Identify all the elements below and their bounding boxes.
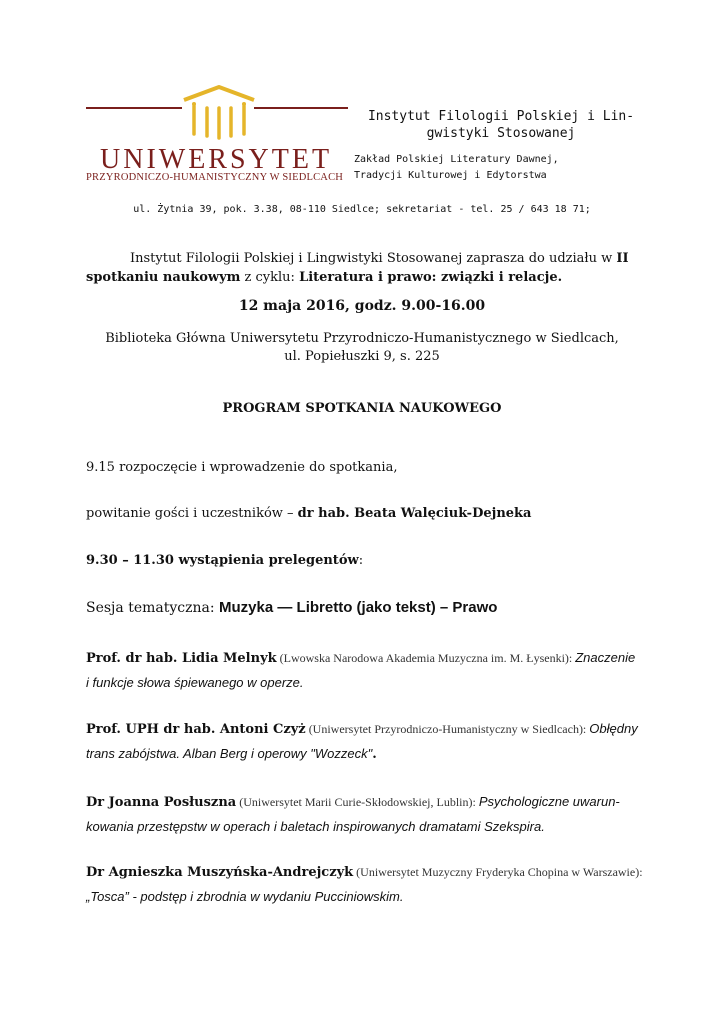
talk-title-cont: „Tosca” - podstęp i zbrodnia w wydaniu Pucciniowskim. xyxy=(86,889,404,904)
invitation-cycle-prefix: z cyklu: xyxy=(240,270,300,285)
department-line2: Tradycji Kulturowej i Edytorstwa xyxy=(354,170,547,181)
institute-title-line2: gwistyki Stosowanej xyxy=(426,126,576,141)
speaker-affiliation: (Uniwersytet Muzyczny Fryderyka Chopina w Warszawie): xyxy=(353,865,643,879)
talk-title-cont: trans zabójstwa. Alban Berg i operowy "Wozzeck" xyxy=(86,746,373,761)
speaker-name: Prof. dr hab. Lidia Melnyk xyxy=(86,651,277,666)
institute-title-line1: Instytut Filologii Polskiej i Lin- xyxy=(367,109,635,124)
invitation-text: Instytut Filologii Polskiej i Lingwistyki Stosowanej zaprasza do udziału w xyxy=(130,251,617,266)
address-line: ul. Żytnia 39, pok. 3.38, 08-110 Siedlce; sekretariat - tel. 25 / 643 18 71; xyxy=(133,204,591,215)
program-welcome xyxy=(86,502,531,526)
speaker-entry xyxy=(86,860,643,909)
speaker-name: Prof. UPH dr hab. Antoni Czyż xyxy=(86,722,306,737)
university-logo xyxy=(86,84,348,188)
portico-emblem-icon xyxy=(86,84,348,144)
venue-line2: ul. Popiełuszki 9, s. 225 xyxy=(284,349,440,364)
speaker-entry xyxy=(86,646,638,695)
talk-title: Znaczenie xyxy=(575,650,636,665)
program-opening: 9.15 rozpoczęcie i wprowadzenie do spotkania, xyxy=(86,460,398,475)
invitation-cycle-title: Literatura i prawo: związki i relacje. xyxy=(299,270,563,285)
talk-title-cont: kowania przestępstw w operach i baletach inspirowanych dramatami Szekspira. xyxy=(86,819,545,834)
session-label: Sesja tematyczna: xyxy=(86,600,220,616)
talk-title-cont: i funkcje słowa śpiewanego w operze. xyxy=(86,675,304,690)
logo-name: UNIWERSYTET xyxy=(100,144,333,175)
speaker-affiliation: (Lwowska Narodowa Akademia Muzyczna im. M. Łysenki): xyxy=(276,651,576,665)
speaker-name: Dr Agnieszka Muszyńska-Andrejczyk xyxy=(86,865,354,880)
program-talks xyxy=(86,549,363,573)
talk-title: Obłędny xyxy=(589,721,638,736)
event-date: 12 maja 2016, godz. 9.00-16.00 xyxy=(238,298,486,314)
venue xyxy=(0,330,724,366)
venue-line1: Biblioteka Główna Uniwersytetu Przyrodniczo-Humanistycznego w Siedlcach, xyxy=(105,331,619,346)
talks-colon: : xyxy=(358,553,364,568)
speaker-affiliation: (Uniwersytet Przyrodniczo-Humanistyczny w Siedlcach): xyxy=(305,722,590,736)
speaker-affiliation: (Uniwersytet Marii Curie-Skłodowskiej, Lublin): xyxy=(236,795,479,809)
logo-subname: PRZYRODNICZO-HUMANISTYCZNY W SIEDLCACH xyxy=(86,172,344,183)
program-session xyxy=(86,596,497,620)
speaker-entry xyxy=(86,790,638,839)
invitation-edition: II xyxy=(616,251,629,266)
program-title: PROGRAM SPOTKANIA NAUKOWEGO xyxy=(222,401,502,416)
department-line1: Zakład Polskiej Literatury Dawnej, xyxy=(354,154,559,165)
welcome-host: dr hab. Beata Walęciuk-Dejneka xyxy=(297,506,532,521)
invitation-paragraph xyxy=(86,249,638,287)
talk-title: Psychologiczne uwarun- xyxy=(478,794,620,809)
invitation-event: spotkaniu naukowym xyxy=(86,270,241,285)
talk-title-end: . xyxy=(372,747,377,762)
welcome-text: powitanie gości i uczestników – xyxy=(86,506,298,521)
department-name xyxy=(354,152,559,184)
speaker-name: Dr Joanna Posłuszna xyxy=(86,795,237,810)
speaker-entry xyxy=(86,717,638,767)
talks-time: 9.30 – 11.30 wystąpienia prelegentów xyxy=(86,553,359,568)
session-title: Muzyka — Libretto (jako tekst) – Prawo xyxy=(219,599,498,616)
institute-title xyxy=(356,108,646,142)
